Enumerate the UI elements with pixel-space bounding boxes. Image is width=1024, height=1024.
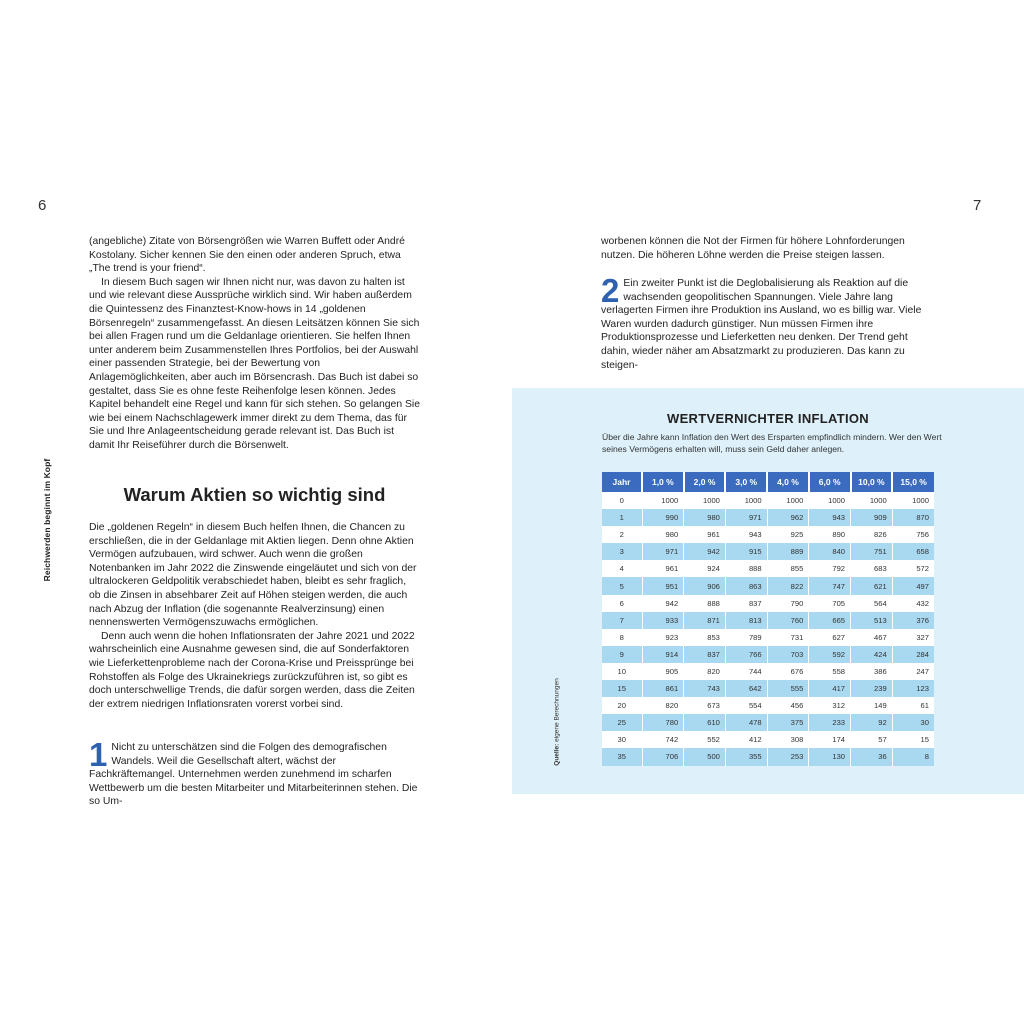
value-cell: 962 — [767, 509, 809, 526]
value-cell: 943 — [725, 526, 767, 543]
table-row — [602, 731, 934, 748]
value-cell: 500 — [684, 748, 726, 765]
year-cell: 20 — [602, 697, 642, 714]
year-cell: 8 — [602, 629, 642, 646]
year-cell: 15 — [602, 680, 642, 697]
value-cell: 890 — [809, 526, 851, 543]
point-number: 2 — [601, 272, 620, 309]
value-cell: 673 — [684, 697, 726, 714]
running-head — [40, 440, 54, 600]
value-cell: 933 — [642, 612, 684, 629]
table-row — [602, 543, 934, 560]
value-cell: 943 — [809, 509, 851, 526]
value-cell: 906 — [684, 577, 726, 594]
value-cell: 971 — [642, 543, 684, 560]
table-row — [602, 629, 934, 646]
value-cell: 889 — [767, 543, 809, 560]
value-cell: 863 — [725, 577, 767, 594]
value-cell: 751 — [851, 543, 893, 560]
value-cell: 1000 — [809, 492, 851, 509]
value-cell: 742 — [642, 731, 684, 748]
year-cell: 9 — [602, 646, 642, 663]
table-row — [602, 509, 934, 526]
value-cell: 658 — [892, 543, 934, 560]
column-header: 6,0 % — [809, 472, 851, 492]
table-row — [602, 663, 934, 680]
value-cell: 951 — [642, 577, 684, 594]
year-cell: 2 — [602, 526, 642, 543]
year-cell: 5 — [602, 577, 642, 594]
value-cell: 780 — [642, 714, 684, 731]
value-cell: 1000 — [767, 492, 809, 509]
point-text: Nicht zu unterschätzen sind die Folgen des demografischen Wandels. Weil die Gesellschaft altert, wächst der Fachkräftemangel. Unternehmen werden zunehmend im scharfen Wettbewerb um die besten Mitarbeiter und Mitarbeiterinnen stehen. Die so Um- — [89, 742, 418, 808]
year-cell: 10 — [602, 663, 642, 680]
column-header: 10,0 % — [851, 472, 893, 492]
value-cell: 905 — [642, 663, 684, 680]
value-cell: 923 — [642, 629, 684, 646]
paragraph: In diesem Buch sagen wir Ihnen nicht nur, was davon zu halten ist und wie relevant diese Aussprüche wirklich sind. Wir haben außerdem die Quintessenz des Finanztest-Know-hows in 14 „goldenen Börsenregeln“ zusammengefasst. An diesen Leitsätzen können Sie sich bei allen Fragen rund um die Geldanlage orientieren. Sie helfen Ihnen unter anderem beim Zusammenstellen Ihres Portfolios, bei der Auswahl einer passenden Strategie, bei der Bewertung von Anlagemöglichkeiten, aber auch im Börsencrash. Das Buch ist dabei so gestaltet, dass Sie es ohne feste Reihenfolge lesen können. Jedes Kapitel behandelt eine Regel und kann für sich stehen. So gelangen Sie wie bei einem Nachschlagewerk immer direkt zu dem Thema, das für Sie und Ihre Anlageentscheidung gerade relevant ist. Das Buch ist damit Ihr Reiseführer durch die Börsenwelt. — [89, 276, 421, 451]
page-number-right: 7 — [973, 197, 982, 214]
value-cell: 247 — [892, 663, 934, 680]
value-cell: 855 — [767, 560, 809, 577]
point-number: 1 — [89, 736, 108, 773]
value-cell: 665 — [809, 612, 851, 629]
year-cell: 25 — [602, 714, 642, 731]
value-cell: 558 — [809, 663, 851, 680]
source-note — [551, 672, 563, 772]
value-cell: 57 — [851, 731, 893, 748]
value-cell: 36 — [851, 748, 893, 765]
column-header: 3,0 % — [725, 472, 767, 492]
value-cell: 572 — [892, 560, 934, 577]
value-cell: 312 — [809, 697, 851, 714]
value-cell: 792 — [809, 560, 851, 577]
value-cell: 676 — [767, 663, 809, 680]
value-cell: 990 — [642, 509, 684, 526]
value-cell: 642 — [725, 680, 767, 697]
point-text: Ein zweiter Punkt ist die Deglobalisierung als Reaktion auf die wachsenden geopolitischen Spannungen. Viele Jahre lang verlagerten Firmen ihre Produktion ins Ausland, wo es billig war. Viele Waren wurden dadurch günstiger. Nun müssen Firmen ihre Produktionsprozesse und Lieferketten neu denken. Der Trend geht dahin, wieder näher am Absatzmarkt zu produzieren. Das kann zu steigen- — [601, 278, 922, 371]
value-cell: 239 — [851, 680, 893, 697]
value-cell: 942 — [642, 595, 684, 612]
value-cell: 554 — [725, 697, 767, 714]
value-cell: 1000 — [725, 492, 767, 509]
year-cell: 6 — [602, 595, 642, 612]
value-cell: 424 — [851, 646, 893, 663]
value-cell: 233 — [809, 714, 851, 731]
value-cell: 417 — [809, 680, 851, 697]
value-cell: 888 — [684, 595, 726, 612]
value-cell: 592 — [809, 646, 851, 663]
value-cell: 327 — [892, 629, 934, 646]
value-cell: 355 — [725, 748, 767, 765]
value-cell: 61 — [892, 697, 934, 714]
column-header: 15,0 % — [892, 472, 934, 492]
table-body — [602, 492, 934, 766]
paragraph: Die „goldenen Regeln“ in diesem Buch helfen Ihnen, die Chancen zu erschließen, die in der Geldanlage mit Aktien liegen. Denn ohne Aktien Vermögen aufzubauen, wird schwer. Auch wenn die großen Notenbanken im Jahr 2022 die Zinswende eingeläutet und sich von der ultralockeren Geldpolitik verabschiedet haben, bleibt es sehr fraglich, ob die Zinsen in absehbarer Zeit auf Höhen steigen werden, die auch nach Abzug der Inflation (die sogenannte Realverzinsung) einen nennenswerten Vermögenszuwachs ermöglichen. — [89, 522, 417, 629]
value-cell: 760 — [767, 612, 809, 629]
value-cell: 513 — [851, 612, 893, 629]
column-header: 4,0 % — [767, 472, 809, 492]
page-number-left: 6 — [38, 197, 47, 214]
table-row — [602, 680, 934, 697]
value-cell: 766 — [725, 646, 767, 663]
value-cell: 1000 — [892, 492, 934, 509]
source-text: eigene Berechnungen — [553, 678, 561, 742]
value-cell: 790 — [767, 595, 809, 612]
numbered-point-2 — [601, 272, 926, 372]
value-cell: 1000 — [851, 492, 893, 509]
value-cell: 705 — [809, 595, 851, 612]
value-cell: 747 — [809, 577, 851, 594]
value-cell: 552 — [684, 731, 726, 748]
value-cell: 456 — [767, 697, 809, 714]
value-cell: 853 — [684, 629, 726, 646]
value-cell: 870 — [892, 509, 934, 526]
value-cell: 555 — [767, 680, 809, 697]
paragraph: worbenen können die Not der Firmen für höhere Lohnforderungen nutzen. Die höheren Löhne werden die Preise steigen lassen. — [601, 236, 905, 261]
value-cell: 92 — [851, 714, 893, 731]
value-cell: 174 — [809, 731, 851, 748]
value-cell: 837 — [684, 646, 726, 663]
value-cell: 961 — [684, 526, 726, 543]
value-cell: 915 — [725, 543, 767, 560]
info-box-subtitle: Über die Jahre kann Inflation den Wert des Ersparten empfindlich mindern. Wer den Wert seines Vermögens erhalten will, muss sein Geld daher anlegen. — [602, 432, 942, 454]
running-head-text: Reichwerden beginnt im Kopf — [42, 458, 52, 582]
value-cell: 706 — [642, 748, 684, 765]
year-cell: 4 — [602, 560, 642, 577]
value-cell: 15 — [892, 731, 934, 748]
value-cell: 564 — [851, 595, 893, 612]
left-top-text — [89, 235, 420, 453]
value-cell: 871 — [684, 612, 726, 629]
value-cell: 308 — [767, 731, 809, 748]
value-cell: 621 — [851, 577, 893, 594]
value-cell: 971 — [725, 509, 767, 526]
value-cell: 683 — [851, 560, 893, 577]
table-row — [602, 595, 934, 612]
table-row — [602, 560, 934, 577]
table-row — [602, 714, 934, 731]
value-cell: 253 — [767, 748, 809, 765]
value-cell: 30 — [892, 714, 934, 731]
value-cell: 888 — [725, 560, 767, 577]
year-cell: 3 — [602, 543, 642, 560]
value-cell: 149 — [851, 697, 893, 714]
value-cell: 386 — [851, 663, 893, 680]
value-cell: 909 — [851, 509, 893, 526]
value-cell: 756 — [892, 526, 934, 543]
left-mid-text — [89, 521, 420, 711]
value-cell: 627 — [809, 629, 851, 646]
value-cell: 731 — [767, 629, 809, 646]
value-cell: 813 — [725, 612, 767, 629]
value-cell: 467 — [851, 629, 893, 646]
table-row — [602, 697, 934, 714]
year-cell: 35 — [602, 748, 642, 765]
year-cell: 30 — [602, 731, 642, 748]
value-cell: 375 — [767, 714, 809, 731]
table-row — [602, 646, 934, 663]
value-cell: 610 — [684, 714, 726, 731]
value-cell: 8 — [892, 748, 934, 765]
table-row — [602, 526, 934, 543]
value-cell: 478 — [725, 714, 767, 731]
table-row — [602, 577, 934, 594]
column-header: 1,0 % — [642, 472, 684, 492]
value-cell: 789 — [725, 629, 767, 646]
value-cell: 820 — [642, 697, 684, 714]
paragraph: Denn auch wenn die hohen Inflationsraten der Jahre 2021 und 2022 wahrscheinlich eine Ausnahme gewesen sind, die auf Sonderfaktoren wie Lieferkettenprobleme nach der Corona-Krise und Preissprünge bei Rohstoffen als Folge des Ukrainekriegs zurückzuführen ist, so gibt es doch unterschwellige Trends, die dafür sorgen werden, dass die Zeiten der extrem niedrigen Inflationsraten vorerst vorbei sind. — [89, 630, 415, 710]
value-cell: 123 — [892, 680, 934, 697]
year-cell: 0 — [602, 492, 642, 509]
value-cell: 925 — [767, 526, 809, 543]
value-cell: 840 — [809, 543, 851, 560]
column-header: 2,0 % — [684, 472, 726, 492]
value-cell: 924 — [684, 560, 726, 577]
section-heading: Warum Aktien so wichtig sind — [123, 484, 386, 505]
column-header: Jahr — [602, 472, 642, 492]
value-cell: 914 — [642, 646, 684, 663]
value-cell: 822 — [767, 577, 809, 594]
table-row — [602, 492, 934, 509]
table-row — [602, 748, 934, 765]
year-cell: 1 — [602, 509, 642, 526]
source-label: Quelle: — [553, 743, 561, 766]
value-cell: 376 — [892, 612, 934, 629]
right-top-text — [601, 235, 926, 262]
value-cell: 130 — [809, 748, 851, 765]
value-cell: 1000 — [642, 492, 684, 509]
value-cell: 744 — [725, 663, 767, 680]
value-cell: 861 — [642, 680, 684, 697]
value-cell: 432 — [892, 595, 934, 612]
value-cell: 942 — [684, 543, 726, 560]
value-cell: 1000 — [684, 492, 726, 509]
numbered-point-1 — [89, 736, 420, 809]
value-cell: 412 — [725, 731, 767, 748]
value-cell: 743 — [684, 680, 726, 697]
value-cell: 703 — [767, 646, 809, 663]
inflation-table — [602, 472, 934, 766]
table-header-row — [602, 472, 934, 492]
table-row — [602, 612, 934, 629]
value-cell: 837 — [725, 595, 767, 612]
info-box-title: WERTVERNICHTER INFLATION — [667, 411, 869, 426]
value-cell: 284 — [892, 646, 934, 663]
value-cell: 961 — [642, 560, 684, 577]
value-cell: 820 — [684, 663, 726, 680]
year-cell: 7 — [602, 612, 642, 629]
value-cell: 497 — [892, 577, 934, 594]
value-cell: 980 — [684, 509, 726, 526]
value-cell: 980 — [642, 526, 684, 543]
paragraph: (angebliche) Zitate von Börsengrößen wie Warren Buffett oder André Kostolany. Sicher kennen Sie den einen oder anderen Spruch, etwa „The trend is your friend“. — [89, 236, 405, 275]
value-cell: 826 — [851, 526, 893, 543]
